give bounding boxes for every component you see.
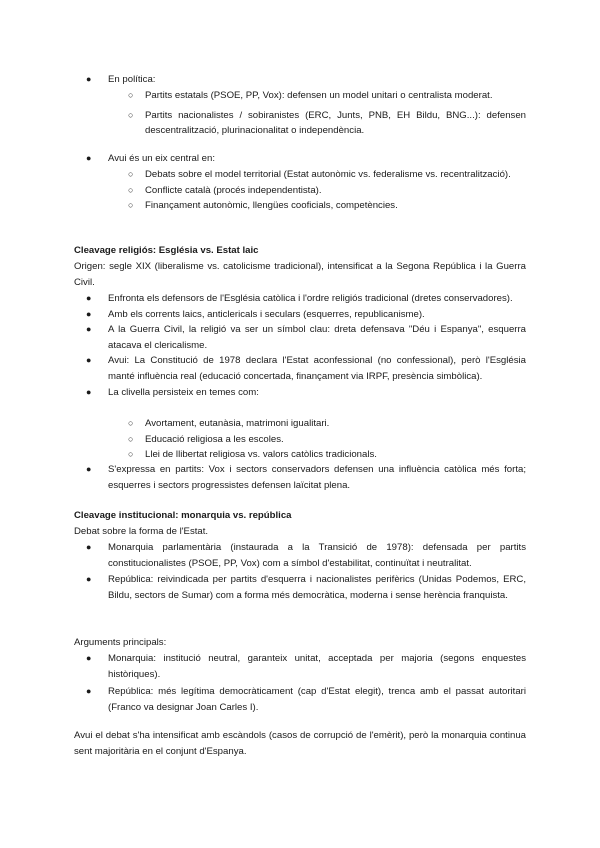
list-item: ○ Conflicte català (procés independentista). [128,183,526,199]
list-item: ● Avui: La Constitució de 1978 declara l'Estat aconfessional (no confessional), però l'Església manté influència real (educació concertada, finançament via IRPF, presència simbòlica). [86,355,526,382]
list-item: ● S'expressa en partits: Vox i sectors conservadors defensen una influència catòlica més forta; esquerres i sectors progressistes defensen laïcitat plena. [86,464,526,491]
list-item: ○ Avortament, eutanàsia, matrimoni igualitari. [128,416,526,432]
bullet-circle-icon: ○ [128,200,134,211]
bullet-disc-icon: ● [86,308,92,319]
religios-list [86,291,526,400]
institucional-intro: Debat sobre la forma de l'Estat. [74,526,209,537]
religios-origin: Origen: segle XIX (liberalisme vs. catolicisme tradicional), intensificat a la Segona República i la Guerra Civil. [74,261,526,288]
institucional-heading: Cleavage institucional: monarquia vs. república [74,510,292,521]
arguments-list [86,651,526,715]
bullet-disc-icon: ● [86,324,92,335]
bullet-disc-icon: ● [86,74,92,84]
bullet-disc-icon: ● [86,653,92,663]
bullet-disc-icon: ● [86,293,92,303]
list-item: ● Amb els corrents laics, anticlericals i seculars (esquerres, republicanisme). [86,307,526,323]
avui-sublist [128,167,526,214]
religios-sublist [128,416,526,463]
bullet-disc-icon: ● [86,386,92,397]
list-item: ● República: més legítima democràticament (cap d'Estat elegit), trenca amb el passat autoritari (Franco va designar Joan Carles I). [86,686,526,713]
list-item: ● En política: [86,72,526,88]
bullet-circle-icon: ○ [128,90,134,100]
bullet-disc-icon: ● [86,464,92,474]
list-item: ○ Debats sobre el model territorial (Estat autonòmic vs. federalisme vs. recentralització). [128,167,526,183]
list-item: ● La clivella persisteix en temes com: [86,385,526,401]
bullet-disc-icon: ● [86,542,92,552]
bullet-disc-icon: ● [86,686,92,697]
bullet-disc-icon: ● [86,153,92,163]
list-item: ● Enfronta els defensors de l'Església catòlica i l'ordre religiós tradicional (dretes conservadores). [86,291,526,307]
avui-list [86,151,526,167]
list-item: ○ Educació religiosa a les escoles. [128,432,526,448]
closing-paragraph: Avui el debat s'ha intensificat amb escàndols (casos de corrupció de l'emèrit), però la monarquia continua sent majoritària en el conjunt d'Espanya. [74,730,526,757]
bullet-circle-icon: ○ [128,449,134,460]
religios-heading: Cleavage religiós: Església vs. Estat laic [74,245,259,256]
bullet-circle-icon: ○ [128,418,134,428]
politica-sublist [128,88,526,139]
politica-list [86,72,526,88]
list-item: ● Monarquia: institució neutral, garanteix unitat, acceptada per majoria (segons enquestes històriques). [86,653,526,680]
institucional-list [86,540,526,603]
list-item: ● Monarquia parlamentària (instaurada a la Transició de 1978): defensada per partits constitucionalistes (PSOE, PP, Vox) com a símbol d'estabilitat, continuïtat i neutralitat. [86,542,526,569]
list-item: ● A la Guerra Civil, la religió va ser un símbol clau: dreta defensava "Déu i Espanya", esquerra atacava el clericalisme. [86,324,526,351]
arguments-heading: Arguments principals: [74,637,167,648]
bullet-circle-icon: ○ [128,169,134,179]
bullet-disc-icon: ● [86,355,92,366]
list-item: ○ Finançament autonòmic, llengües cooficials, competències. [128,198,526,214]
religios-list-end [86,462,526,493]
list-item: ● Avui és un eix central en: [86,151,526,167]
list-item: ● República: reivindicada per partits d'esquerra i nacionalistes perifèrics (Unidas Podemos, ERC, Bildu, sectors de Sumar) com a forma més democràtica, moderna i sense herència franquista. [86,574,526,601]
bullet-circle-icon: ○ [128,433,134,444]
bullet-circle-icon: ○ [128,109,134,120]
list-item: ○ Llei de llibertat religiosa vs. valors catòlics tradicionals. [128,447,526,463]
bullet-circle-icon: ○ [128,184,134,195]
list-item: ○ Partits nacionalistes / sobiranistes (ERC, Junts, PNB, EH Bildu, BNG...): defensen descentralització, plurinacionalitat o independència. [128,109,526,137]
list-item: ○ Partits estatals (PSOE, PP, Vox): defensen un model unitari o centralista moderat. [128,88,526,104]
bullet-disc-icon: ● [86,574,92,585]
